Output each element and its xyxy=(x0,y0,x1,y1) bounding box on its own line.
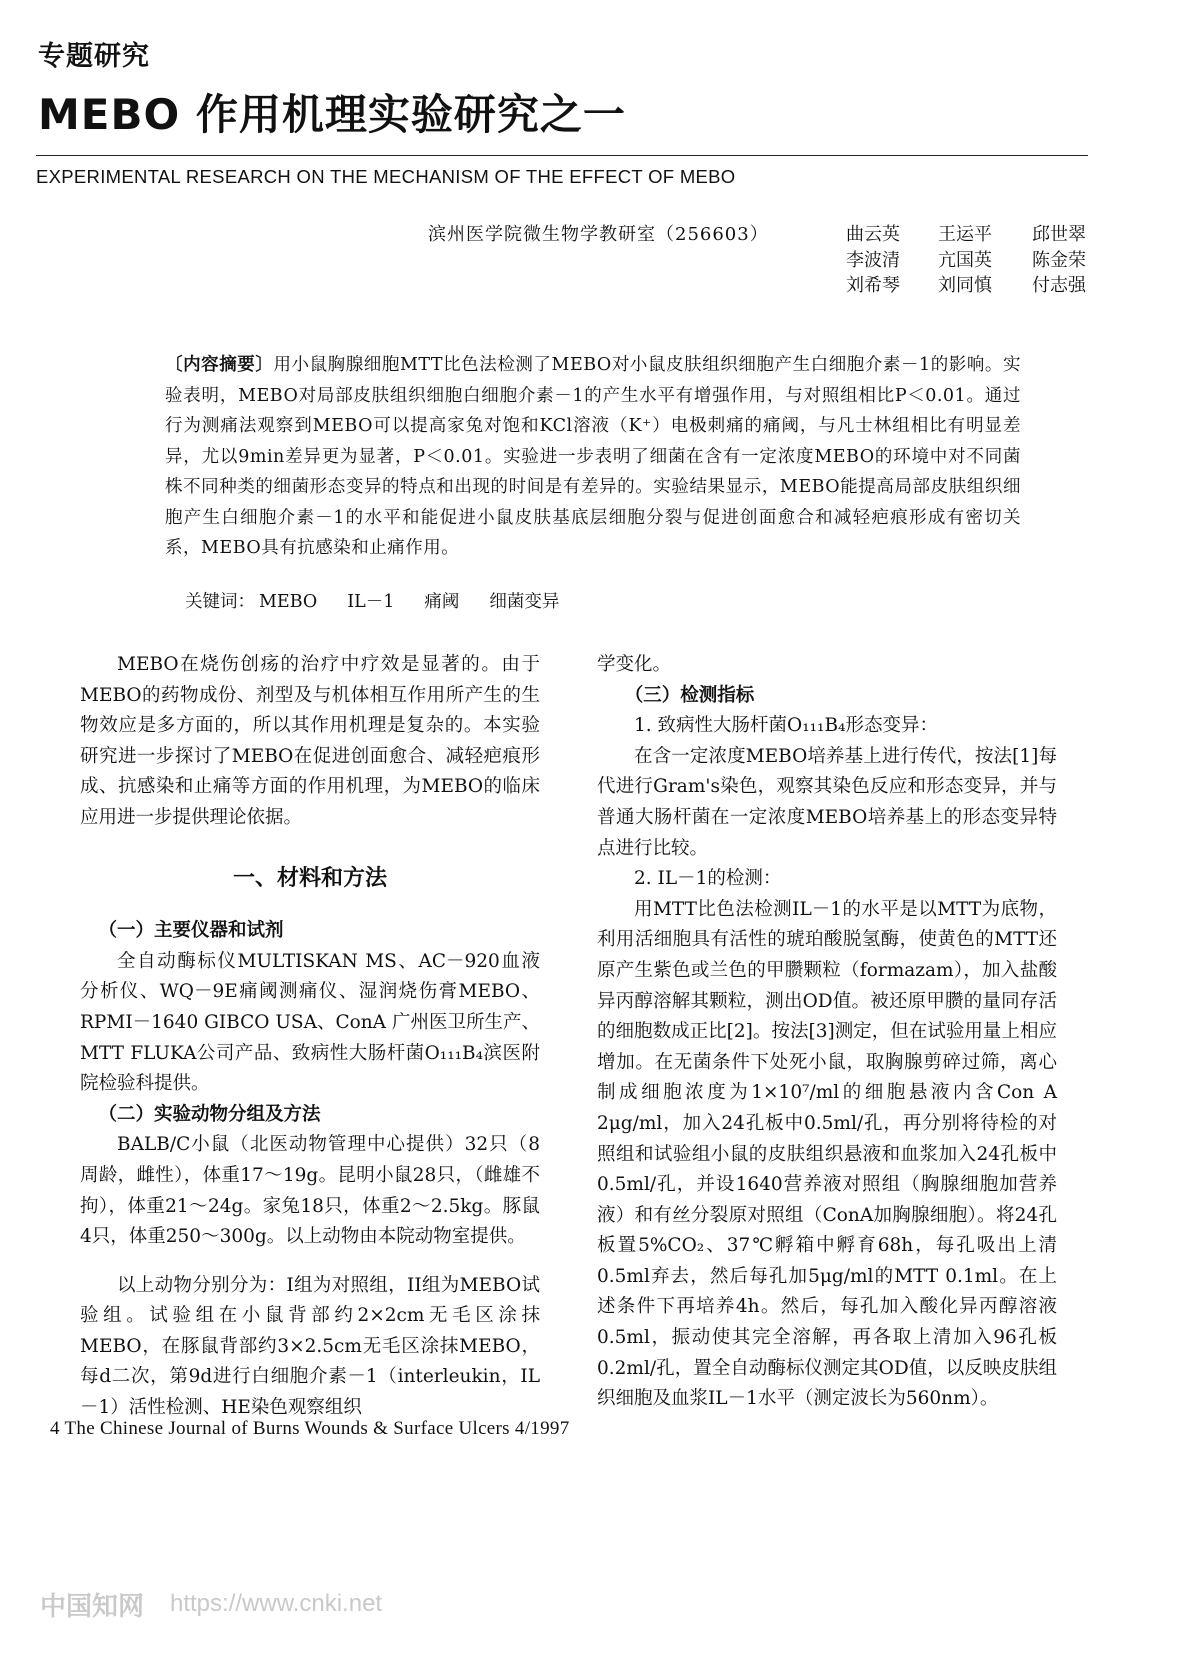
keyword: MEBO xyxy=(259,592,318,612)
item-title: 2. IL－1的检测： xyxy=(634,868,782,890)
author-name: 刘希琴 xyxy=(846,275,900,296)
article-title: MEBO 作用机理实验研究之一 xyxy=(38,90,626,139)
body-paragraph: BALB/C小鼠（北医动物管理中心提供）32只（8周龄，雌性），体重17～19g。昆明小鼠28只，（雌雄不拘），体重21～24g。家兔18只，体重2～2.5kg。豚鼠4只，体重250～300g。以上动物由本院动物室提供。 xyxy=(80,1134,540,1248)
keywords-label: 关键词： xyxy=(185,592,255,612)
left-column xyxy=(80,650,540,1424)
affiliation: 滨州医学院微生物学教研室（256603） xyxy=(428,224,769,245)
watermark-url[interactable]: https://www.cnki.net xyxy=(170,1590,383,1617)
subsection-heading: （一）主要仪器和试剂 xyxy=(98,920,284,942)
abstract-text: 用小鼠胸腺细胞MTT比色法检测了MEBO对小鼠皮肤组织细胞产生白细胞介素－1的影响。实验表明，MEBO对局部皮肤组织细胞白细胞介素－1的产生水平有增强作用，与对照组相比P＜0.01。通过行为测痛法观察到MEBO可以提高家兔对饱和KCl溶液（K⁺）电极刺痛的痛阈，与凡士林组相比有明显差异，尤以9min差异更为显著，P＜0.01。实验进一步表明了细菌在含有一定浓度MEBO的环境中对不同菌株不同种类的细菌形态变异的特点和出现的时间是有差异的。实验结果显示，MEBO能提高局部皮肤组织细胞产生白细胞介素－1的水平和能促进小鼠皮肤基底层细胞分裂与促进创面愈合和减轻疤痕形成有密切关系，MEBO具有抗感染和止痛作用。 xyxy=(165,355,1021,558)
author-row xyxy=(846,220,1102,248)
body-paragraph: 用MTT比色法检测IL－1的水平是以MTT为底物，利用活细胞具有活性的琥珀酸脱氢酶，使黄色的MTT还原产生紫色或兰色的甲臜颗粒（formazam），加入盐酸异丙醇溶解其颗粒，测出OD值。被还原甲臜的量同存活的细胞数成正比[2]。按法[3]测定，但在试验用量上相应增加。在无菌条件下处死小鼠，取胸腺剪碎过筛，离心制成细胞浓度为1×10⁷/ml的细胞悬液内含Con A 2μg/ml，加入24孔板中0.5ml/孔，再分别将待检的对照组和试验组小鼠的皮肤组织悬液和血浆加入24孔板中0.5ml/孔，并设1640营养液对照组（胸腺细胞加营养液）和有丝分裂原对照组（ConA加胸腺细胞）。将24孔板置5%CO₂、37℃孵箱中孵育68h，每孔吸出上清0.5ml弃去，然后每孔加5μg/ml的MTT 0.1ml。在上述条件下再培养4h。然后，每孔加入酸化异丙醇溶液0.5ml，振动使其完全溶解，再各取上清加入96孔板0.2ml/孔，置全自动酶标仪测定其OD值，以反映皮肤组织细胞及血浆IL－1水平（测定波长为560nm）。 xyxy=(597,898,1057,1410)
author-name: 邱世翠 xyxy=(1032,224,1086,245)
page-footer: 4 The Chinese Journal of Burns Wounds & Surface Ulcers 4/1997 xyxy=(50,1418,570,1439)
author-name: 李波清 xyxy=(846,250,900,271)
abstract xyxy=(165,350,1021,564)
author-row xyxy=(846,246,1102,274)
author-row xyxy=(846,271,1102,299)
author-name: 刘同慎 xyxy=(938,275,992,296)
body-paragraph: 全自动酶标仪MULTISKAN MS、AC－920血液分析仪、WQ－9E痛阈测痛仪、湿润烧伤膏MEBO、RPMI－1640 GIBCO USA、ConA 广州医卫所生产、MTT FLUKA公司产品、致病性大肠杆菌O₁₁₁B₄滨医附院检验科提供。 xyxy=(80,950,540,1095)
watermark-logo: 中国知网 xyxy=(40,1592,145,1622)
author-name: 付志强 xyxy=(1032,275,1086,296)
right-column xyxy=(597,650,1057,1415)
author-name: 亢国英 xyxy=(938,250,992,271)
body-paragraph: 在含一定浓度MEBO培养基上进行传代，按法[1]每代进行Gram's染色，观察其染色反应和形态变异，并与普通大肠杆菌在一定浓度MEBO培养基上的形态变异特点进行比较。 xyxy=(597,745,1057,859)
author-name: 曲云英 xyxy=(846,224,900,245)
item-title: 1. 致病性大肠杆菌O₁₁₁B₄形态变异： xyxy=(634,715,938,737)
section-heading: 一、材料和方法 xyxy=(232,865,387,891)
author-name: 王运平 xyxy=(938,224,992,245)
title-divider xyxy=(36,155,1088,156)
subsection-heading: （二）实验动物分组及方法 xyxy=(98,1103,321,1125)
subsection-heading: （三）检测指标 xyxy=(624,684,755,706)
english-title: EXPERIMENTAL RESEARCH ON THE MECHANISM OF THE EFFECT OF MEBO xyxy=(36,166,736,187)
body-paragraph: 以上动物分别分为：I组为对照组，II组为MEBO试验组。试验组在小鼠背部约2×2cm无毛区涂抹MEBO，在豚鼠背部约3×2.5cm无毛区涂抹MEBO，每d二次，第9d进行白细胞介素－1（interleukin，IL－1）活性检测、HE染色观察组织 xyxy=(80,1274,540,1419)
section-tag: 专题研究 xyxy=(38,41,150,72)
keywords xyxy=(185,588,589,613)
author-name: 陈金荣 xyxy=(1032,250,1086,271)
continued-text: 学变化。 xyxy=(597,654,672,675)
intro-paragraph: MEBO在烧伤创疡的治疗中疗效是显著的。由于MEBO的药物成份、剂型及与机体相互作用所产生的生物效应是多方面的，所以其作用机理是复杂的。本实验研究进一步探讨了MEBO在促进创面愈合、减轻疤痕形成、抗感染和止痛等方面的作用机理，为MEBO的临床应用进一步提供理论依据。 xyxy=(80,654,540,828)
abstract-label: 〔内容摘要〕 xyxy=(165,355,274,375)
keyword: 细菌变异 xyxy=(489,592,560,612)
keyword: IL－1 xyxy=(347,592,395,612)
keyword: 痛阈 xyxy=(424,592,460,612)
